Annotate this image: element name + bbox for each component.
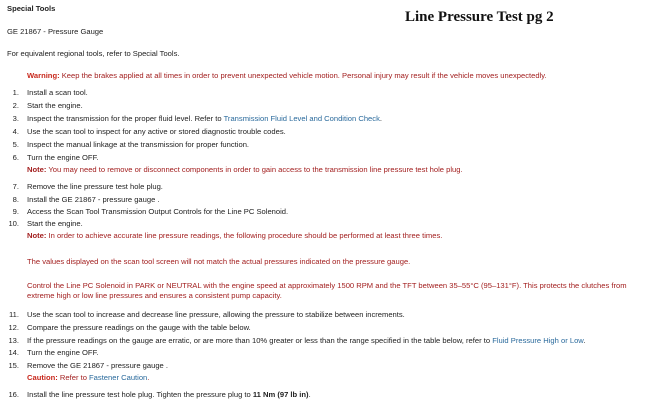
note-label: Note: [27, 165, 47, 174]
step-number: 6. [12, 153, 19, 162]
step-number: 2. [12, 101, 19, 110]
warning-label: Warning: [27, 71, 60, 80]
step-number: 14. [8, 348, 19, 357]
step-text-end: . [308, 390, 311, 399]
step-text: Install the GE 21867 - pressure gauge . [27, 195, 160, 204]
warning-callout [27, 71, 547, 80]
step-text: Compare the pressure readings on the gauge with the table below. [27, 323, 251, 332]
step-text: Remove the line pressure test hole plug. [27, 182, 163, 191]
note-2 [27, 231, 442, 240]
caution-note [27, 373, 149, 382]
step-text: Start the engine. [27, 219, 83, 228]
fluid-pressure-link[interactable]: Fluid Pressure High or Low [492, 336, 584, 345]
step-text [27, 336, 585, 345]
step-text: Use the scan tool to inspect for any active or stored diagnostic trouble codes. [27, 127, 286, 136]
transmission-fluid-check-link[interactable]: Transmission Fluid Level and Condition Check [223, 114, 380, 123]
step-text-part: If the pressure readings on the gauge are erratic, or are more than 10% greater or less than the range specified in the table below, refer to [27, 336, 493, 345]
control-note: Control the Line PC Solenoid in PARK or NEUTRAL with the engine speed at approximately 1500 RPM and the TFT between 35–55°C (95–131°F). This protects the clutches from extreme high or low line pressures and ensures a consistent pump capacity. [27, 281, 627, 300]
fastener-caution-link[interactable]: Fastener Caution [89, 373, 148, 382]
step-text: Access the Scan Tool Transmission Output Controls for the Line PC Solenoid. [27, 207, 289, 216]
step-number: 7. [12, 182, 19, 191]
step-number: 12. [8, 323, 19, 332]
step-number: 5. [12, 140, 19, 149]
step-number: 8. [12, 195, 19, 204]
caution-text: Refer to [57, 373, 90, 382]
step-text-part: Install the line pressure test hole plug. Tighten the pressure plug to [27, 390, 253, 399]
step-number: 13. [8, 336, 19, 345]
step-text [27, 390, 311, 399]
step-number: 1. [12, 88, 19, 97]
torque-value: 11 Nm (97 lb in) [252, 390, 309, 399]
step-text: Inspect the manual linkage at the transmission for proper function. [27, 140, 250, 149]
step-number: 9. [12, 207, 19, 216]
step-number: 15. [8, 361, 19, 370]
step-text: Turn the engine OFF. [27, 348, 99, 357]
step-text [27, 114, 382, 123]
step-text-end: . [379, 114, 382, 123]
note-2-text: In order to achieve accurate line pressure readings, the following procedure should be performed at least three times. [46, 231, 443, 240]
step-text: Use the scan tool to increase and decrease line pressure, allowing the pressure to stabilize between increments. [27, 310, 405, 319]
step-number: 10. [8, 219, 19, 228]
equivalent-tools-note: For equivalent regional tools, refer to Special Tools. [7, 49, 180, 58]
step-text: Turn the engine OFF. [27, 153, 99, 162]
step-number: 4. [12, 127, 19, 136]
step-number: 16. [8, 390, 19, 399]
note-1 [27, 165, 463, 174]
step-text-end: . [583, 336, 586, 345]
step-number: 11. [9, 310, 19, 319]
step-text-part: Inspect the transmission for the proper fluid level. Refer to [27, 114, 224, 123]
warning-text: Keep the brakes applied at all times in order to prevent unexpected vehicle motion. Personal injury may result if the vehicle moves unexpectedly. [59, 71, 547, 80]
tool-name: GE 21867 - Pressure Gauge [7, 27, 104, 36]
page-title: Line Pressure Test pg 2 [405, 9, 554, 25]
step-text: Remove the GE 21867 - pressure gauge . [27, 361, 168, 370]
note-label: Note: [27, 231, 47, 240]
caution-label: Caution: [27, 373, 58, 382]
special-tools-heading: Special Tools [7, 4, 56, 13]
step-text: Start the engine. [27, 101, 83, 110]
step-number: 3. [12, 114, 19, 123]
note-1-text: You may need to remove or disconnect components in order to gain access to the transmission line pressure test hole plug. [46, 165, 463, 174]
step-text: Install a scan tool. [27, 88, 88, 97]
caution-end: . [147, 373, 150, 382]
values-note: The values displayed on the scan tool screen will not match the actual pressures indicated on the pressure gauge. [27, 257, 411, 266]
